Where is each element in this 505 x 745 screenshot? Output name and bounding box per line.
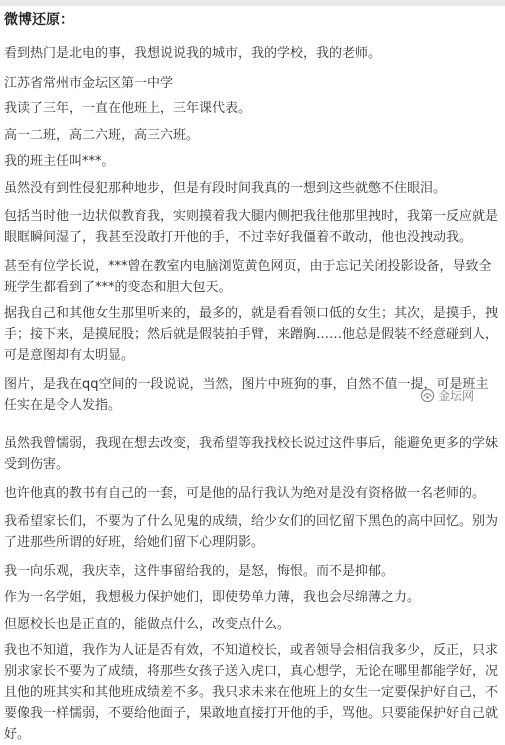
paragraph-14: 我一向乐观，我庆幸，这件事留给我的，是怒，悔恨。而不是抑郁。 bbox=[4, 564, 395, 579]
paragraph-5: 我的班主任叫***。 bbox=[4, 154, 115, 169]
paragraph-15: 作为一名学姐，我想极力保护她们，即使势单力薄，我也会尽绵薄之力。 bbox=[4, 590, 421, 605]
paragraph-1: 看到热门是北电的事，我想说说我的城市，我的学校，我的老师。 bbox=[4, 46, 382, 61]
image-seam bbox=[0, 422, 505, 432]
paragraph-4: 高一二班，高二六班，高三六班。 bbox=[4, 128, 200, 143]
paragraph-16: 但愿校长也是正直的，能做点什么，改变点什么。 bbox=[4, 617, 291, 632]
paragraph-9: 据我自己和其他女生那里听来的，最多的，就是看看领口低的女生；其次，是摸手，拽手；接下来，是摸屁股；然后就是假装拍手臂，来蹭胸……他总是假装不经意碰到人，可是意图却有太明显。 bbox=[4, 306, 499, 363]
paragraph-3: 我读了三年，一直在他班上，三年课代表。 bbox=[4, 101, 252, 116]
paragraph-12: 也许他真的教书有自己的一套，可是他的品行我认为绝对是没有资格做一名老师的。 bbox=[4, 486, 486, 501]
post-heading: 微博还原： bbox=[4, 12, 74, 28]
paragraph-7: 包括当时他一边状似教育我，实则摸着我大腿内侧把我往他那里拽时，我第一反应就是眼眶瞬间湿了，我甚至没敢打开他的手，不过幸好我僵着不敢动，他也没拽动我。 bbox=[4, 209, 499, 245]
paragraph-11: 虽然我曾懦弱，我现在想去改变，我希望等我找校长说过这件事后，能避免更多的学妹受到伤害。 bbox=[4, 436, 499, 472]
paragraph-8: 甚至有位学长说，***曾在教室内电脑浏览黄色网页，由于忘记关闭投影设备，导致全班学生都看到了***的变态和胆大包天。 bbox=[4, 259, 492, 295]
paragraph-6: 虽然没有到性侵犯那种地步，但是有段时间我真的一想到这些就憋不住眼泪。 bbox=[4, 181, 447, 196]
watermark-text: 金坛网 bbox=[438, 388, 475, 403]
paragraph-2: 江苏省常州市金坛区第一中学 bbox=[4, 76, 174, 91]
paragraph-13: 我希望家长们，不要为了什么见鬼的成绩，给少女们的回忆留下黑色的高中回忆。别为了进那些所谓的好班，给她们留下心理阴影。 bbox=[4, 514, 499, 550]
jintan-logo-icon bbox=[420, 388, 435, 403]
paragraph-17: 我也不知道，我作为人证是否有效，不知道校长，或者领导会相信我多少，反正，只求别求家长不要为了成绩，将那些女孩子送入虎口，真心想学，无论在哪里都能学好，况且他的班其实和其他班成绩差不多。我只求未来在他班上的女生一定要保护好自己，不要像我一样懦弱，不要给他面子，果敢地直接打开他的手，骂他。只要能保护好自己就好。 bbox=[4, 643, 499, 742]
top-strip bbox=[0, 0, 505, 6]
paragraph-10: 图片，是我在qq空间的一段说说，当然，图片中班狗的事，自然不值一提，可是班主任实在是令人发指。 bbox=[4, 377, 489, 413]
site-watermark bbox=[420, 386, 474, 404]
